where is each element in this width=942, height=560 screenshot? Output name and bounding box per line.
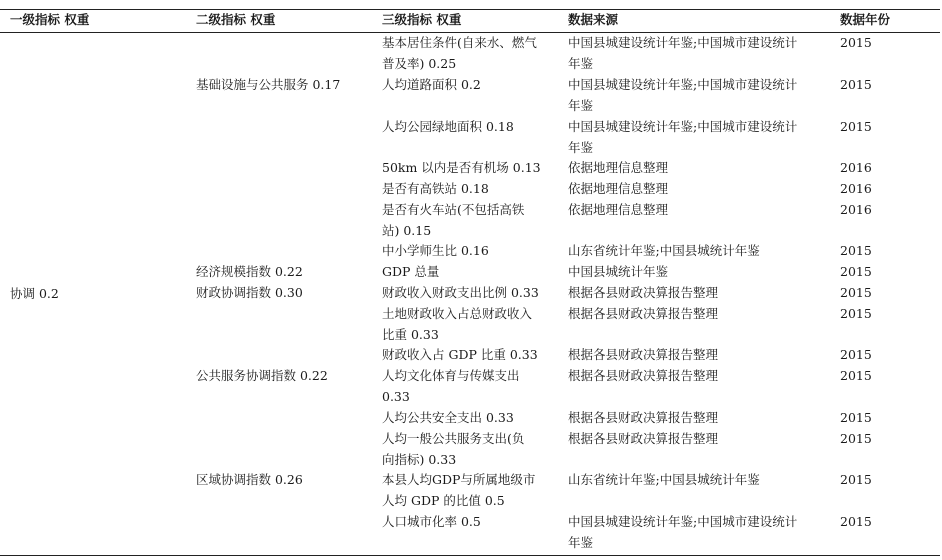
data-source: 根据各县财政决算报告整理 (568, 410, 719, 425)
level3-indicator: 本县人均GDP与所属地级市 (382, 472, 536, 487)
level3-indicator-cont: 比重 0.33 (382, 327, 439, 342)
data-year: 2015 (840, 431, 872, 446)
level2-indicator: 公共服务协调指数 0.22 (196, 368, 328, 383)
table-top-rule (0, 9, 940, 10)
data-source-cont: 年鉴 (568, 56, 594, 71)
data-year: 2015 (840, 35, 872, 50)
data-source: 中国县城建设统计年鉴;中国城市建设统计 (568, 77, 798, 92)
data-source-cont: 年鉴 (568, 535, 594, 550)
table-bottom-rule (0, 555, 940, 556)
level2-indicator: 财政协调指数 0.30 (196, 285, 303, 300)
data-year: 2015 (840, 77, 872, 92)
level3-indicator: 人均道路面积 0.2 (382, 77, 481, 92)
header-year: 数据年份 (840, 12, 891, 27)
data-year: 2015 (840, 368, 872, 383)
header-source: 数据来源 (568, 12, 619, 27)
data-year: 2015 (840, 119, 872, 134)
data-year: 2016 (840, 181, 872, 196)
level3-indicator: 50km 以内是否有机场 0.13 (382, 160, 541, 175)
level3-indicator: 财政收入财政支出比例 0.33 (382, 285, 539, 300)
data-source: 中国县城建设统计年鉴;中国城市建设统计 (568, 35, 798, 50)
level3-indicator-cont: 人均 GDP 的比值 0.5 (382, 493, 505, 508)
level3-indicator-cont: 普及率) 0.25 (382, 56, 457, 71)
data-year: 2015 (840, 285, 872, 300)
level3-indicator: 土地财政收入占总财政收入 (382, 306, 533, 321)
level3-indicator: GDP 总量 (382, 264, 440, 279)
data-year: 2016 (840, 160, 872, 175)
data-year: 2015 (840, 347, 872, 362)
level3-indicator-cont: 向指标) 0.33 (382, 452, 457, 467)
data-source: 中国县城建设统计年鉴;中国城市建设统计 (568, 514, 798, 529)
data-year: 2015 (840, 264, 872, 279)
data-year: 2015 (840, 410, 872, 425)
level3-indicator: 中小学师生比 0.16 (382, 243, 489, 258)
data-source: 根据各县财政决算报告整理 (568, 306, 719, 321)
data-source: 根据各县财政决算报告整理 (568, 285, 719, 300)
level2-indicator: 基础设施与公共服务 0.17 (196, 77, 341, 92)
data-source: 中国县城统计年鉴 (568, 264, 669, 279)
data-year: 2016 (840, 202, 872, 217)
level3-indicator: 人均公园绿地面积 0.18 (382, 119, 514, 134)
level3-indicator: 人均一般公共服务支出(负 (382, 431, 525, 446)
data-year: 2015 (840, 472, 872, 487)
level3-indicator-cont: 站) 0.15 (382, 223, 432, 238)
level3-indicator: 人均公共安全支出 0.33 (382, 410, 514, 425)
data-source: 根据各县财政决算报告整理 (568, 431, 719, 446)
data-source: 依据地理信息整理 (568, 181, 669, 196)
data-year: 2015 (840, 243, 872, 258)
level1-indicator: 协调 0.2 (10, 286, 59, 301)
data-source: 山东省统计年鉴;中国县城统计年鉴 (568, 472, 760, 487)
data-year: 2015 (840, 514, 872, 529)
level3-indicator: 财政收入占 GDP 比重 0.33 (382, 347, 538, 362)
level3-indicator: 是否有火车站(不包括高铁 (382, 202, 525, 217)
data-source: 根据各县财政决算报告整理 (568, 368, 719, 383)
level3-indicator: 人均文化体育与传媒支出 (382, 368, 520, 383)
data-year: 2015 (840, 306, 872, 321)
level3-indicator-cont: 0.33 (382, 389, 410, 404)
header-level3: 三级指标 权重 (382, 12, 462, 27)
data-source: 依据地理信息整理 (568, 160, 669, 175)
data-source: 山东省统计年鉴;中国县城统计年鉴 (568, 243, 760, 258)
level3-indicator: 是否有高铁站 0.18 (382, 181, 489, 196)
data-source: 中国县城建设统计年鉴;中国城市建设统计 (568, 119, 798, 134)
header-level1: 一级指标 权重 (10, 12, 90, 27)
level3-indicator: 人口城市化率 0.5 (382, 514, 481, 529)
level2-indicator: 区域协调指数 0.26 (196, 472, 303, 487)
header-level2: 二级指标 权重 (196, 12, 276, 27)
data-source: 根据各县财政决算报告整理 (568, 347, 719, 362)
level2-indicator: 经济规模指数 0.22 (196, 264, 303, 279)
data-source-cont: 年鉴 (568, 98, 594, 113)
level3-indicator: 基本居住条件(自来水、燃气 (382, 35, 537, 50)
data-source-cont: 年鉴 (568, 140, 594, 155)
data-source: 依据地理信息整理 (568, 202, 669, 217)
